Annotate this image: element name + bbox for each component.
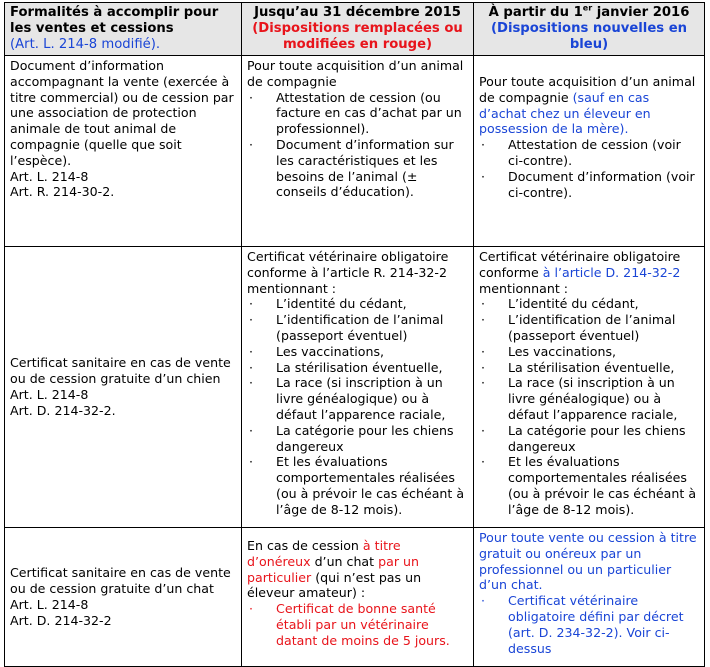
header-from-2016-title-sup: er [582,3,593,13]
list-item: · Les vaccinations, [479,344,699,360]
regulation-table [4,2,705,667]
list-item: · L’identification de l’animal (passeport éventuel) [479,312,699,344]
row1-from-2016-list [479,137,699,200]
row1-until-2015 [242,56,474,247]
list-item: · Certificat vétérinaire obligatoire défini par décret (art. D. 234-32-2). Voir ci-dessus [479,593,699,656]
row3-formalite [5,528,242,667]
list-item: · L’identification de l’animal (passeport éventuel) [247,312,468,344]
list-item: · L’identité du cédant, [479,296,699,312]
row-document-information [5,56,705,247]
list-item: · La stérilisation éventuelle, [247,360,468,376]
list-item: · Attestation de cession (voir ci-contre). [479,137,699,169]
row2-formalite-ref2: Art. D. 214-32-2. [10,402,116,418]
list-item: · La catégorie pour les chiens dangereux [479,423,699,455]
header-from-2016-title [479,5,699,21]
row1-formalite [5,56,242,247]
list-item: · Et les évaluations comportementales réalisées (ou à prévoir le cas échéant à l’âge de 8-12 mois). [247,454,468,517]
row1-until-2015-intro: Pour toute acquisition d’un animal de compagnie [247,58,464,89]
row3-formalite-text: Certificat sanitaire en cas de vente ou de cession gratuite d’un chat [10,565,231,597]
row2-until-2015-list [247,296,468,517]
header-formalites [5,3,242,56]
row3-until-2015-p1: En cas de cession [247,538,363,553]
list-item: · L’identité du cédant, [247,296,468,312]
list-item: · Les vaccinations, [247,344,468,360]
row3-until-2015-intro [247,538,468,601]
row3-from-2016-intro: Pour toute vente ou cession à titre gratuit ou onéreux par un professionnel ou un particulier d’un chat. [479,530,697,593]
header-until-2015-sub: (Dispositions remplacées ou modifiées en rouge) [252,21,463,52]
row3-until-2015-p4: par un particulier [247,553,419,585]
header-formalites-title: Formalités à accomplir pour les ventes et cessions [10,5,219,36]
row2-formalite-text: Certificat sanitaire en cas de vente ou de cession gratuite d’un chien [10,355,231,387]
list-item: · La race (si inscription à un livre généalogique) ou à défaut l’apparence raciale, [479,375,699,422]
row3-until-2015-p3: d’un chat [310,553,379,569]
header-from-2016-sub: (Dispositions nouvelles en bleu) [490,21,688,52]
row2-from-2016-list [479,296,699,517]
row3-formalite-ref2: Art. D. 214-32-2 [10,612,112,628]
row3-until-2015-p5: (qui n’est pas un éleveur amateur) : [247,569,422,601]
row1-formalite-ref1: Art. L. 214-8 [10,168,89,184]
row1-from-2016 [474,56,705,247]
list-item: · Attestation de cession (ou facture en cas d’achat par un professionnel). [247,90,468,137]
row-certificat-chien [5,247,705,528]
list-item: · Certificat de bonne santé établi par un vétérinaire datant de moins de 5 jours. [247,601,468,648]
row3-from-2016 [474,528,705,667]
regulation-table-frame [4,2,705,656]
row2-formalite-ref1: Art. L. 214-8 [10,387,89,402]
header-from-2016-title-post: janvier 2016 [592,5,690,20]
row2-from-2016-intro-pre: Certificat vétérinaire obligatoire conforme [479,249,681,280]
row2-from-2016 [474,247,705,528]
list-item: · La race (si inscription à un livre généalogique) ou à défaut l’apparence raciale, [247,375,468,422]
header-row [5,3,705,56]
row1-from-2016-intro [479,74,699,137]
row2-from-2016-intro-post: mentionnant : [479,280,569,296]
row3-until-2015-p2: à titre d’onéreux [247,538,401,569]
header-until-2015 [242,3,474,56]
row3-until-2015 [242,528,474,667]
row3-from-2016-list [479,593,699,656]
row3-until-2015-list [247,601,468,648]
row-certificat-chat [5,528,705,667]
row2-until-2015 [242,247,474,528]
list-item: · La stérilisation éventuelle, [479,360,699,376]
header-formalites-ref: (Art. L. 214-8 modifié). [10,37,161,52]
header-from-2016-title-pre: À partir du 1 [488,5,583,20]
row2-from-2016-intro-blue: à l’article D. 214-32-2 [542,264,681,280]
row1-formalite-text: Document d’information accompagnant la vente (exercée à titre commercial) ou de cession par une association de protection animale de tout animal de compagnie (quelle que soit l’espèce). [10,58,234,168]
row1-until-2015-list [247,90,468,201]
list-item: · La catégorie pour les chiens dangereux [247,423,468,455]
row2-formalite [5,247,242,528]
header-until-2015-title: Jusqu’au 31 décembre 2015 [254,5,461,20]
row3-formalite-ref1: Art. L. 214-8 [10,597,89,612]
row2-until-2015-intro: Certificat vétérinaire obligatoire conforme à l’article R. 214-32-2 mentionnant : [247,249,449,296]
row1-from-2016-intro-text: Pour toute acquisition d’un animal de compagnie [479,74,696,105]
list-item: · Et les évaluations comportementales réalisées (ou à prévoir le cas échéant à l’âge de 8-12 mois). [479,454,699,517]
header-from-2016 [474,3,705,56]
row1-from-2016-intro-blue: (sauf en cas d’achat chez un éleveur en possession de la mère). [479,89,651,137]
row2-from-2016-intro [479,249,699,296]
list-item: · Document d’information sur les caractéristiques et les besoins de l’animal (± conseils d’éducation). [247,137,468,200]
row1-formalite-ref2: Art. R. 214-30-2. [10,184,115,200]
list-item: · Document d’information (voir ci-contre). [479,169,699,201]
